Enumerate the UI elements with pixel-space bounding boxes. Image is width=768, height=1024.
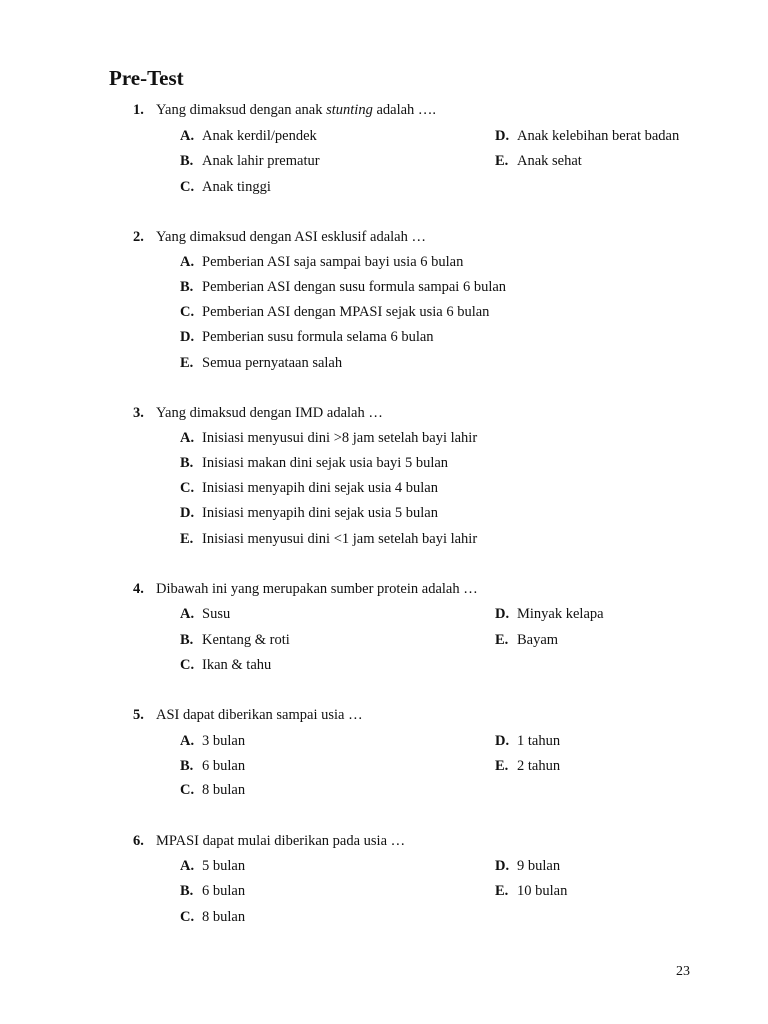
option-letter: D.	[495, 606, 510, 622]
option-letter: E.	[495, 883, 509, 899]
option-text: 9 bulan	[517, 858, 561, 874]
option-a[interactable]	[180, 732, 245, 750]
option-text: Inisiasi menyusui dini >8 jam setelah bayi lahir	[202, 430, 478, 446]
option-letter: D.	[180, 329, 195, 345]
option-letter: D.	[495, 128, 510, 144]
option-text: 2 tahun	[517, 758, 561, 774]
option-text: Anak kelebihan berat badan	[517, 128, 680, 144]
option-text: Inisiasi menyusui dini <1 jam setelah bayi lahir	[202, 531, 478, 547]
question-number: 2.	[133, 229, 144, 245]
option-letter: E.	[180, 531, 194, 547]
option-letter: B.	[180, 883, 194, 899]
option-c[interactable]	[180, 303, 489, 321]
question-text: Yang dimaksud dengan IMD adalah …	[156, 405, 383, 421]
option-d[interactable]	[495, 732, 560, 750]
option-text: Inisiasi menyapih dini sejak usia 4 bulan	[202, 480, 438, 496]
option-letter: B.	[180, 758, 194, 774]
option-letter: E.	[180, 355, 194, 371]
question-text: Yang dimaksud dengan ASI esklusif adalah …	[156, 229, 426, 245]
option-letter: C.	[180, 304, 195, 320]
option-text: Kentang & roti	[202, 632, 290, 648]
option-text: Anak sehat	[517, 153, 582, 169]
question-number: 3.	[133, 405, 144, 421]
option-c[interactable]	[180, 781, 245, 799]
option-c[interactable]	[180, 178, 271, 196]
option-letter: E.	[495, 758, 509, 774]
option-a[interactable]	[180, 253, 463, 271]
option-text: Anak kerdil/pendek	[202, 128, 317, 144]
option-text: 8 bulan	[202, 782, 246, 798]
option-text: Pemberian susu formula selama 6 bulan	[202, 329, 434, 345]
option-e[interactable]	[180, 530, 477, 548]
option-b[interactable]	[180, 454, 448, 472]
option-letter: C.	[180, 657, 195, 673]
question-4	[133, 580, 478, 598]
option-text: Anak lahir prematur	[202, 153, 320, 169]
option-d[interactable]	[495, 605, 604, 623]
option-letter: B.	[180, 455, 194, 471]
option-d[interactable]	[495, 127, 679, 145]
page-number: 23	[676, 964, 690, 979]
option-text: Inisiasi makan dini sejak usia bayi 5 bulan	[202, 455, 449, 471]
page-title: Pre-Test	[109, 66, 184, 90]
option-letter: A.	[180, 430, 195, 446]
option-text: 6 bulan	[202, 883, 246, 899]
option-e[interactable]	[180, 354, 342, 372]
option-letter: D.	[180, 505, 195, 521]
option-text: Susu	[202, 606, 231, 622]
option-e[interactable]	[495, 631, 558, 649]
option-text: Ikan & tahu	[202, 657, 272, 673]
option-text: Inisiasi menyapih dini sejak usia 5 bulan	[202, 505, 438, 521]
question-text-end: adalah ….	[372, 102, 437, 118]
option-c[interactable]	[180, 656, 271, 674]
option-text: Pemberian ASI saja sampai bayi usia 6 bulan	[202, 254, 464, 270]
question-1	[133, 101, 436, 119]
option-letter: B.	[180, 153, 194, 169]
question-text: Yang dimaksud dengan anak	[156, 102, 327, 118]
option-letter: A.	[180, 128, 195, 144]
option-text: 10 bulan	[517, 883, 568, 899]
option-text: 3 bulan	[202, 733, 246, 749]
option-e[interactable]	[495, 757, 560, 775]
option-a[interactable]	[180, 857, 245, 875]
question-2	[133, 228, 426, 246]
option-text: 6 bulan	[202, 758, 246, 774]
option-d[interactable]	[180, 328, 434, 346]
option-letter: C.	[180, 480, 195, 496]
option-b[interactable]	[180, 631, 290, 649]
question-text: Dibawah ini yang merupakan sumber protein adalah …	[156, 581, 478, 597]
option-letter: A.	[180, 606, 195, 622]
option-text: Semua pernyataan salah	[202, 355, 343, 371]
option-letter: E.	[495, 153, 509, 169]
question-6	[133, 832, 405, 850]
question-number: 4.	[133, 581, 144, 597]
option-letter: C.	[180, 909, 195, 925]
option-letter: D.	[495, 858, 510, 874]
question-number: 1.	[133, 102, 144, 118]
option-letter: A.	[180, 733, 195, 749]
option-letter: A.	[180, 858, 195, 874]
question-5	[133, 706, 363, 724]
option-text: 5 bulan	[202, 858, 246, 874]
option-text: Pemberian ASI dengan susu formula sampai 6 bulan	[202, 279, 507, 295]
option-letter: B.	[180, 279, 194, 295]
question-text: ASI dapat diberikan sampai usia …	[156, 707, 363, 723]
option-letter: C.	[180, 782, 195, 798]
option-c[interactable]	[180, 479, 438, 497]
option-text: 1 tahun	[517, 733, 561, 749]
option-letter: E.	[495, 632, 509, 648]
question-number: 6.	[133, 833, 144, 849]
option-c[interactable]	[180, 908, 245, 926]
option-b[interactable]	[180, 882, 245, 900]
option-e[interactable]	[495, 882, 567, 900]
option-a[interactable]	[180, 605, 230, 623]
option-e[interactable]	[495, 152, 582, 170]
question-text: MPASI dapat mulai diberikan pada usia …	[156, 833, 406, 849]
option-letter: B.	[180, 632, 194, 648]
option-letter: C.	[180, 179, 195, 195]
question-text-italic: stunting	[326, 102, 373, 118]
option-a[interactable]	[180, 429, 477, 447]
option-d[interactable]	[495, 857, 560, 875]
option-text: Pemberian ASI dengan MPASI sejak usia 6 bulan	[202, 304, 490, 320]
question-3	[133, 404, 383, 422]
option-b[interactable]	[180, 152, 320, 170]
option-text: Anak tinggi	[202, 179, 271, 195]
option-text: Bayam	[517, 632, 559, 648]
option-text: Minyak kelapa	[517, 606, 604, 622]
option-b[interactable]	[180, 757, 245, 775]
question-number: 5.	[133, 707, 144, 723]
option-letter: D.	[495, 733, 510, 749]
option-d[interactable]	[180, 504, 438, 522]
option-text: 8 bulan	[202, 909, 246, 925]
option-b[interactable]	[180, 278, 506, 296]
option-a[interactable]	[180, 127, 317, 145]
option-letter: A.	[180, 254, 195, 270]
